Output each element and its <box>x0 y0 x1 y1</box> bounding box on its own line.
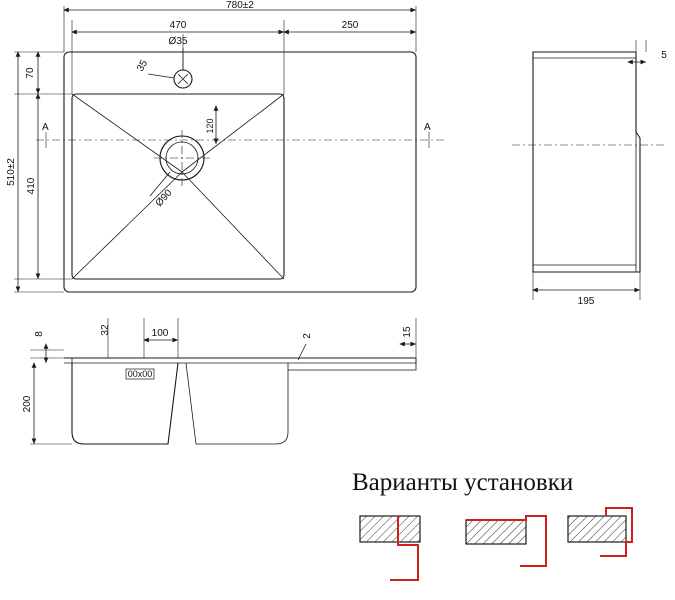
install-2-counter <box>466 520 526 544</box>
dim-tap-hole-dia: Ø35 <box>168 36 188 47</box>
tap-hole-cross <box>178 74 188 84</box>
dim-bowl-height: 410 <box>26 177 37 195</box>
side-view <box>512 40 667 307</box>
ext-lines-top <box>64 6 416 94</box>
dim-rim-right: 15 <box>402 326 413 338</box>
top-view <box>6 0 444 292</box>
ext-lip <box>636 40 646 52</box>
dim-overall-width: 780±2 <box>226 0 254 11</box>
side-outline <box>533 52 640 272</box>
install-option-1 <box>360 516 420 580</box>
dim-edge-top: 70 <box>25 67 36 79</box>
bowl-outline <box>72 94 284 279</box>
section-drainer-profile <box>186 358 416 444</box>
dim-lip: 5 <box>661 50 667 61</box>
install-option-2 <box>466 516 546 566</box>
dim-offset-100: 100 <box>151 328 169 339</box>
sink-outline <box>64 52 416 292</box>
dim-overall-height: 510±2 <box>6 158 17 186</box>
section-mark-right: A <box>424 122 431 133</box>
section-ext-left <box>30 350 72 444</box>
section-edges <box>72 358 416 363</box>
dim-bowl-depth: 200 <box>22 395 33 413</box>
dim-drainer-width: 250 <box>341 20 359 31</box>
dim-label-00x00: 00x00 <box>127 369 153 379</box>
section-mark-left: A <box>42 122 49 133</box>
dim-bowl-width: 470 <box>169 20 187 31</box>
install-1-counter <box>360 516 420 542</box>
dim-offset-32: 32 <box>100 324 111 336</box>
install-3-counter <box>568 516 626 542</box>
dim-hole-offset-leader <box>148 74 174 78</box>
dim-depth: 195 <box>577 296 595 307</box>
bowl-slope-lines <box>72 94 284 279</box>
dim-hole-offset: 35 <box>135 58 151 74</box>
dim-drain-offset: 120 <box>205 118 215 134</box>
install-option-3 <box>568 508 632 556</box>
dim-small-radius: 2 <box>302 333 313 339</box>
dim-drain-dia: Ø90 <box>153 187 175 210</box>
installation-title: Варианты установки <box>352 469 574 496</box>
section-bowl-profile <box>72 363 178 444</box>
installation-options <box>352 469 632 580</box>
dim-rim-thickness: 8 <box>34 331 45 337</box>
ext-lines-left <box>14 52 72 292</box>
section-view <box>22 318 416 444</box>
